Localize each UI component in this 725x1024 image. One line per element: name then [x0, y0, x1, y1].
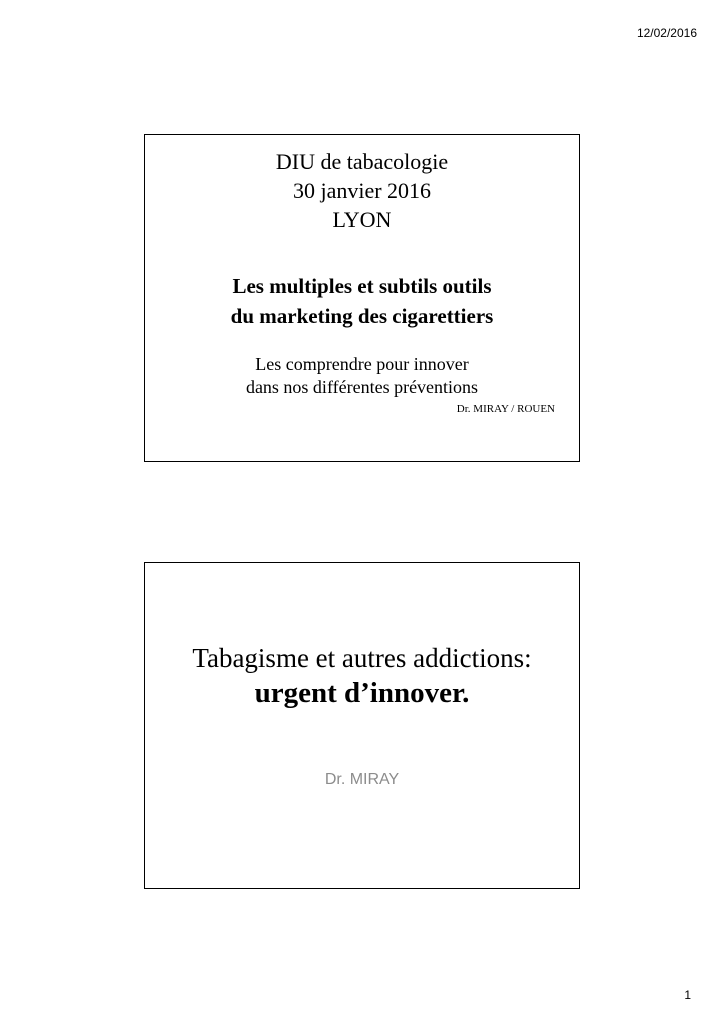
- slide-2-title-line-2: urgent d’innover.: [254, 677, 470, 709]
- course-city: LYON: [332, 207, 392, 232]
- slide-2: [144, 562, 580, 889]
- slide-2-title-line-1: Tabagisme et autres addictions:: [192, 643, 532, 673]
- slide-1-subtitle: [145, 353, 579, 399]
- course-date: 30 janvier 2016: [292, 178, 432, 203]
- slide-2-author: Dr. MIRAY: [324, 771, 400, 788]
- slide-1: [144, 134, 580, 462]
- slide-1-author: Dr. MIRAY / ROUEN: [456, 403, 555, 415]
- subtitle-line-2: dans nos différentes préventions: [245, 377, 479, 397]
- title-line-1: Les multiples et subtils outils: [232, 274, 492, 298]
- title-line-2: du marketing des cigarettiers: [230, 304, 494, 328]
- page-date: 12/02/2016: [636, 26, 697, 40]
- course-name: DIU de tabacologie: [275, 149, 449, 174]
- slide-1-header: [145, 147, 579, 234]
- slide-1-title: [145, 271, 579, 331]
- subtitle-line-1: Les comprendre pour innover: [255, 354, 469, 374]
- page-number: 1: [684, 988, 691, 1002]
